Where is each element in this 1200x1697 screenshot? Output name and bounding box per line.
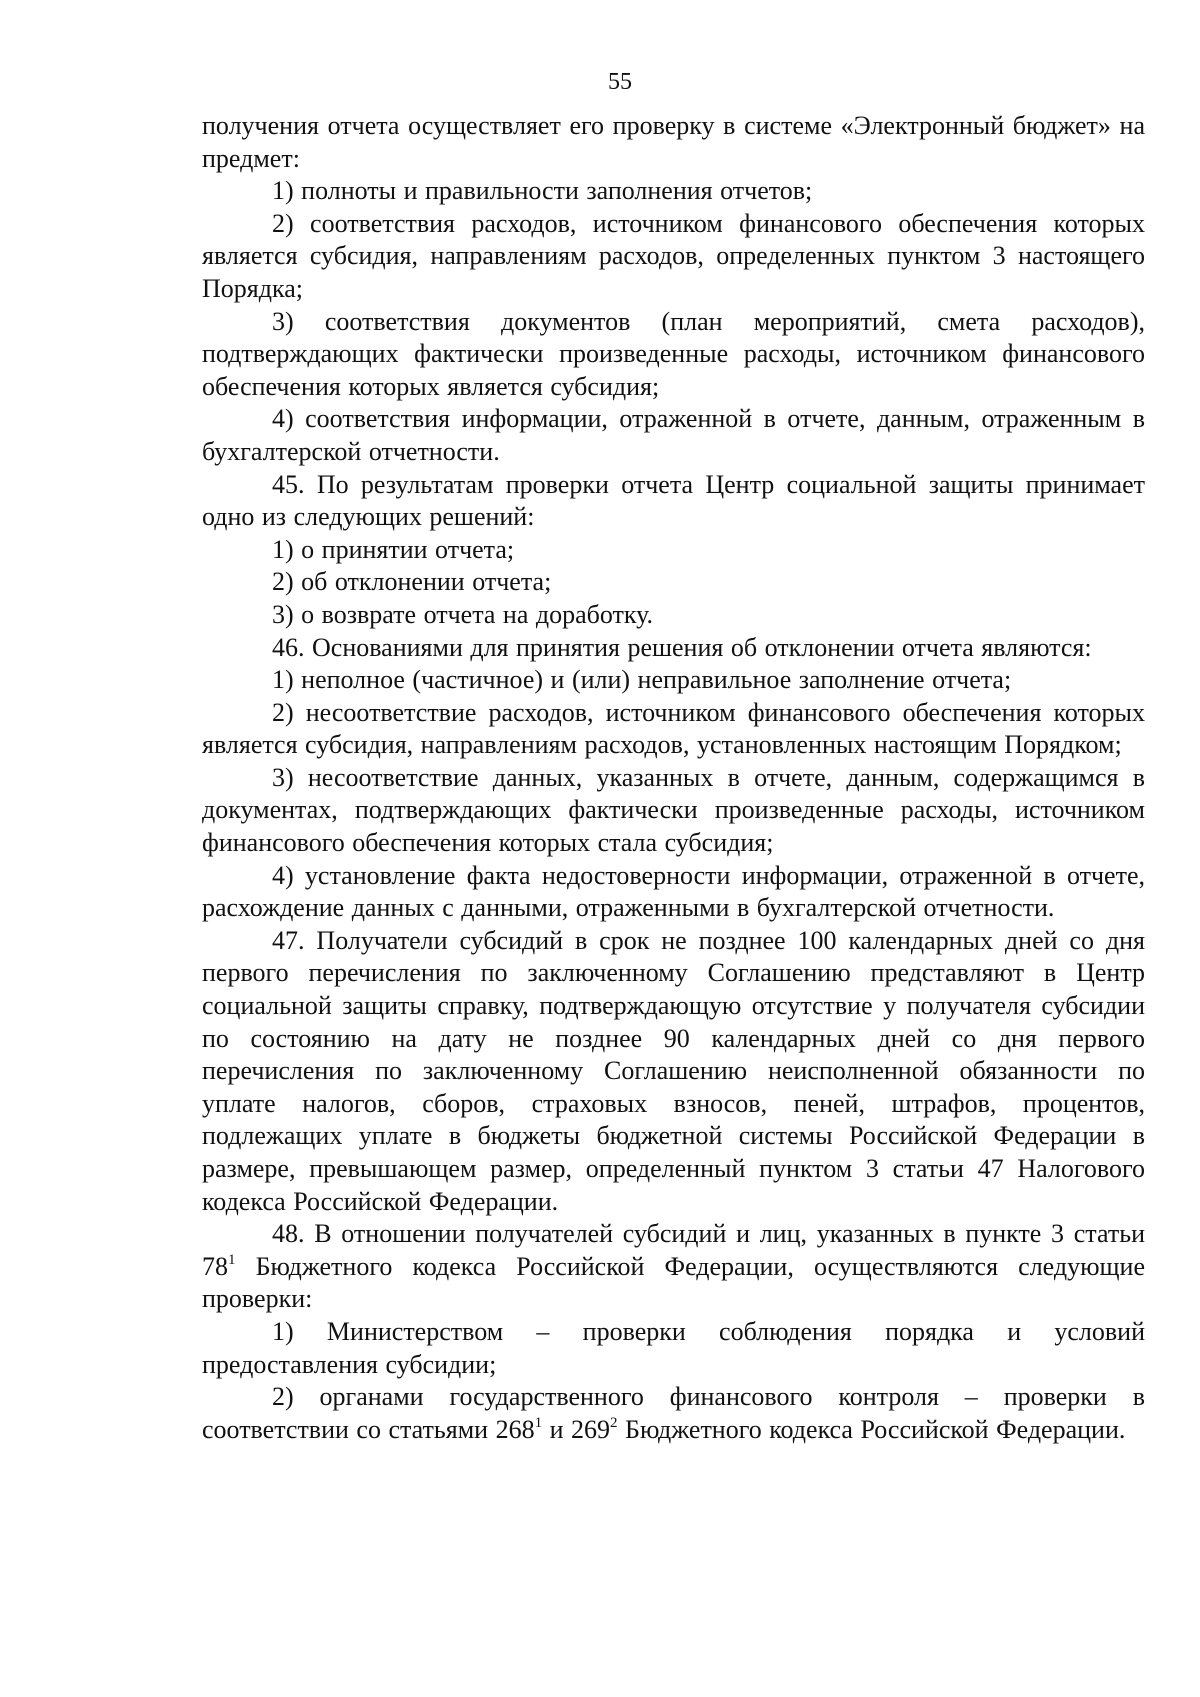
paragraph — [202, 306, 1145, 404]
paragraph-text: 4) установление факта недостоверности информации, отраженной в отчете, расхождение данных с данными, отраженными в бухгалтерской отчетности. — [202, 860, 1145, 923]
paragraph-text: 1) полноты и правильности заполнения отчетов; — [272, 176, 813, 206]
paragraph-text: Бюджетного кодекса Российской Федерации, осуществляются следующие проверки: — [202, 1251, 1145, 1314]
paragraph-text: 3) соответствия документов (план мероприятий, смета расходов), подтверждающих фактически произведенные расходы, источником финансового обеспечения которых является субсидия; — [202, 306, 1145, 401]
paragraph-text: 48. В отношении получателей субсидий и лиц, указанных в пункте 3 статьи 78 — [202, 1219, 1145, 1281]
page-number: 55 — [608, 69, 632, 95]
paragraph-text: 3) несоответствие данных, указанных в отчете, данным, содержащимся в документах, подтверждающих фактически произведенные расходы, источником финансового обеспечения которых стала субсидия; — [202, 762, 1145, 858]
paragraph — [202, 664, 1145, 697]
document-body — [202, 110, 1145, 1446]
paragraph — [202, 566, 1145, 599]
paragraph-text: 2) соответствия расходов, источником финансового обеспечения которых является субсидия, направлениям расходов, определенных пунктом 3 настоящего Порядка; — [202, 208, 1145, 303]
paragraph-text: и 269 — [542, 1414, 611, 1444]
paragraph — [202, 403, 1145, 468]
paragraph — [202, 469, 1145, 534]
paragraph — [202, 925, 1145, 1218]
paragraph-text: 1) о принятии отчета; — [272, 534, 515, 564]
paragraph — [202, 534, 1145, 567]
paragraph-text: Бюджетного кодекса Российской Федерации. — [617, 1414, 1126, 1444]
paragraph-text: 45. По результатам проверки отчета Центр социальной защиты принимает одно из следующих решений: — [202, 469, 1145, 532]
superscript: 1 — [228, 1251, 236, 1268]
paragraph-text: 46. Основаниями для принятия решения об отклонении отчета являются: — [272, 632, 1092, 662]
paragraph — [202, 1316, 1145, 1381]
paragraph-text: получения отчета осуществляет его проверку в системе «Электронный бюджет» на предмет: — [202, 111, 1145, 173]
paragraph-text: 4) соответствия информации, отраженной в отчете, данным, отраженным в бухгалтерской отчетности. — [202, 404, 1145, 466]
paragraph-text: 3) о возврате отчета на доработку. — [272, 599, 654, 629]
paragraph-text: 1) неполное (частичное) и (или) неправильное заполнение отчета; — [272, 665, 1012, 695]
paragraph — [202, 175, 1145, 208]
superscript: 2 — [610, 1414, 618, 1431]
paragraph-text: 2) об отклонении отчета; — [272, 567, 552, 597]
paragraph-text: 2) органами государственного финансового контроля – проверки в соответствии со статьями 268 — [202, 1382, 1145, 1444]
paragraph-text: 2) несоответствие расходов, источником финансового обеспечения которых является субсидия, направлениям расходов, установленных настоящим Порядком; — [202, 697, 1145, 760]
paragraph — [202, 1381, 1145, 1446]
paragraph — [202, 860, 1145, 925]
paragraph — [202, 697, 1145, 762]
paragraph — [202, 599, 1145, 632]
paragraph — [202, 762, 1145, 860]
paragraph — [202, 208, 1145, 306]
paragraph-text: 1) Министерством – проверки соблюдения порядка и условий предоставления субсидии; — [202, 1316, 1145, 1379]
paragraph — [202, 632, 1145, 665]
paragraph — [202, 110, 1145, 175]
paragraph-text: 47. Получатели субсидий в срок не позднее 100 календарных дней со дня первого перечисления по заключенному Соглашению представляют в Центр социальной защиты справку, подтверждающую отсутствие у получателя субсидии по состоянию на дату не позднее 90 календарных дней со дня первого перечисления по заключенному Соглашению неисполненной обязанности по уплате налогов, сборов, страховых взносов, пеней, штрафов, процентов, подлежащих уплате в бюджеты бюджетной системы Российской Федерации в размере, превышающем размер, определенный пунктом 3 статьи 47 Налогового кодекса Российской Федерации. — [202, 925, 1145, 1216]
paragraph — [202, 1218, 1145, 1316]
superscript: 1 — [534, 1414, 543, 1431]
